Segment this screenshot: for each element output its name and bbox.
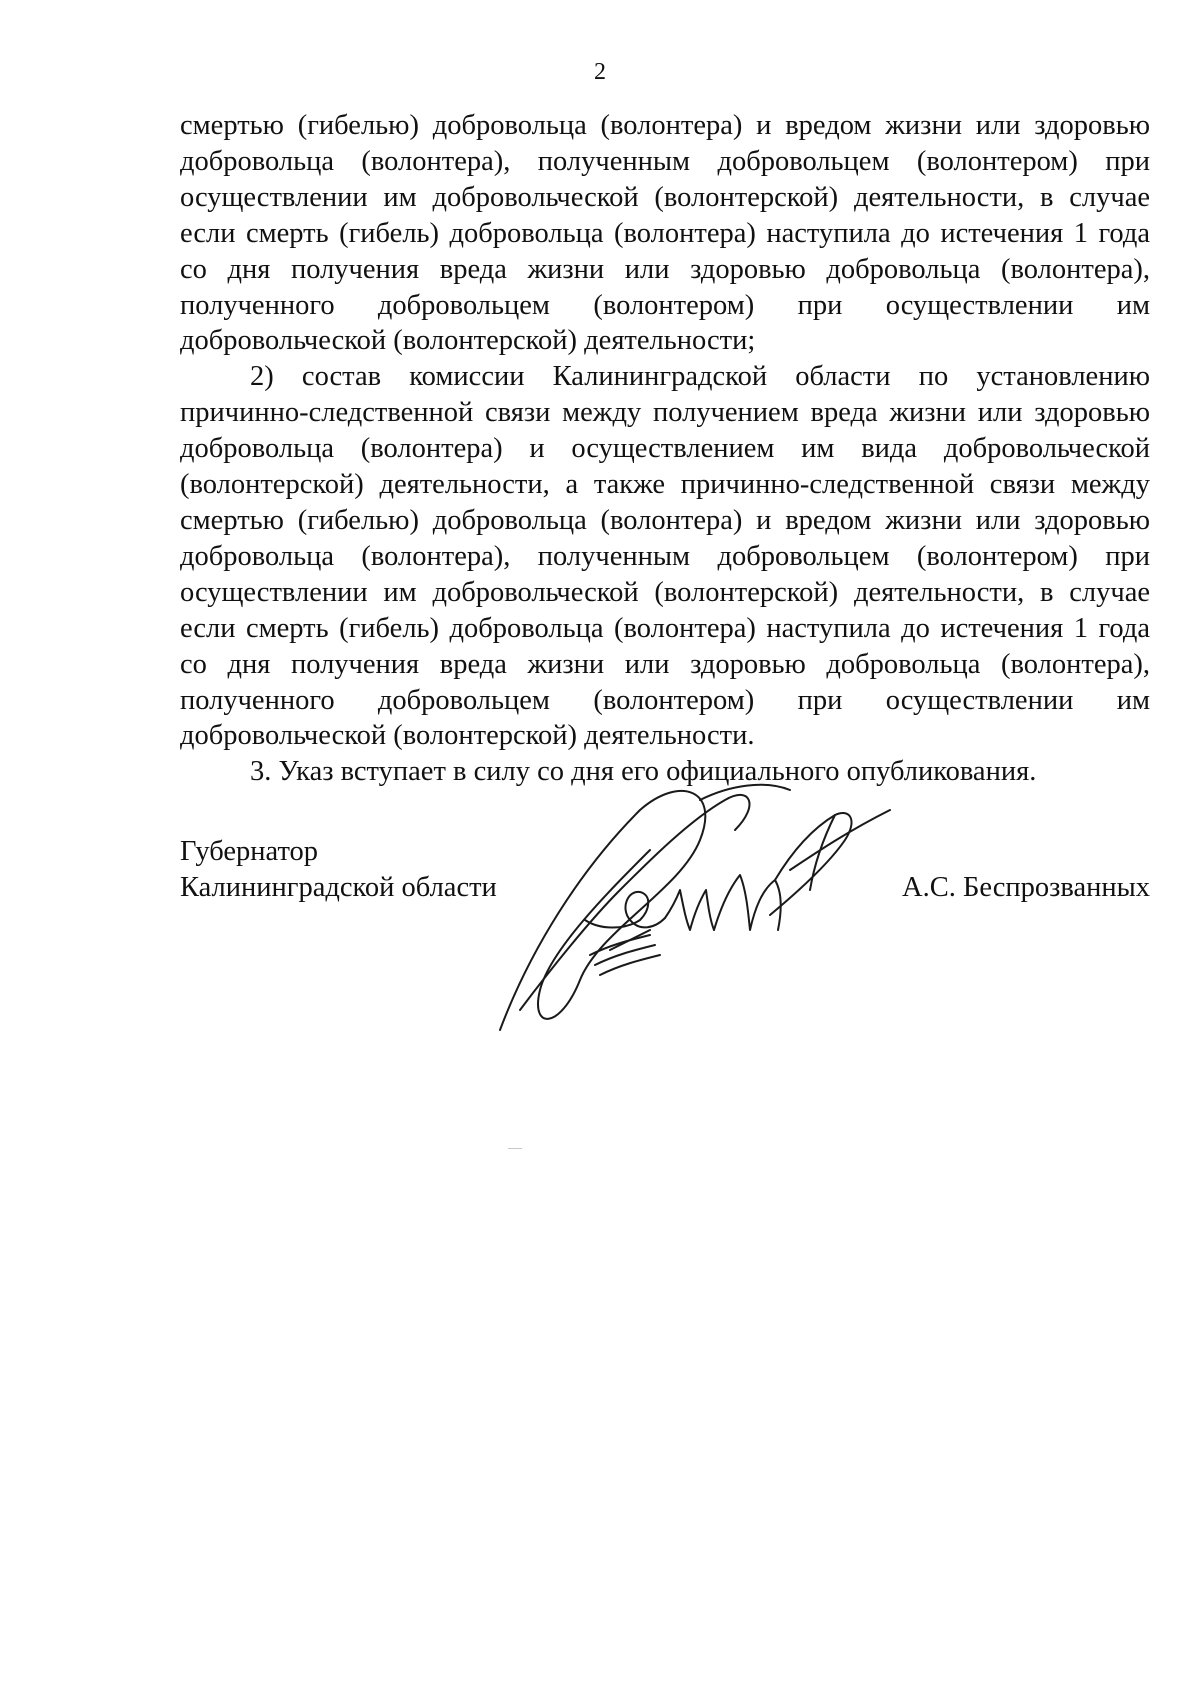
signer-name: А.С. Беспрозванных bbox=[902, 872, 1150, 903]
signer-position-line-1: Губернатор bbox=[180, 836, 319, 867]
paragraph-item-2: 2) состав комиссии Калининградской области по установлению причинно-следственной связи между получением вреда жизни или здоровью добровольца (волонтера) и осуществлением им вида добровольческой (волонтерской) деятельности, а также причинно-следственной связи между смертью (гибелью) добровольца (волонтера) и вредом жизни или здоровью добровольца (волонтера), полученным добровольцем (волонтером) при осуществлении им добровольческой (волонтерской) деятельности, в случае если смерть (гибель) добровольца (волонтера) наступила до истечения 1 года со дня получения вреда жизни или здоровью добровольца (волонтера), полученного добровольцем (волонтером) при осуществлении им добровольческой (волонтерской) деятельности. bbox=[180, 361, 1150, 752]
paragraph-item-3: 3. Указ вступает в силу со дня его официального опубликования. bbox=[250, 756, 1037, 788]
signer-position-line-2: Калининградской области bbox=[180, 871, 497, 903]
page-number: 2 bbox=[594, 59, 606, 85]
paragraph-continuation: смертью (гибелью) добровольца (волонтера) и вредом жизни или здоровью добровольца (волонтера), полученным добровольцем (волонтером) при осуществлении им добровольческой (волонтерской) деятельности, в случае если смерть (гибель) добровольца (волонтера) наступила до истечения 1 года со дня получения вреда жизни или здоровью добровольца (волонтера), полученного добровольцем (волонтером) при осуществлении им добровольческой (волонтерской) деятельности; bbox=[180, 110, 1150, 357]
handwritten-signature-icon bbox=[490, 780, 940, 1040]
document-body bbox=[180, 108, 1150, 790]
signer-position bbox=[180, 834, 497, 906]
scan-artifact bbox=[508, 1148, 522, 1149]
